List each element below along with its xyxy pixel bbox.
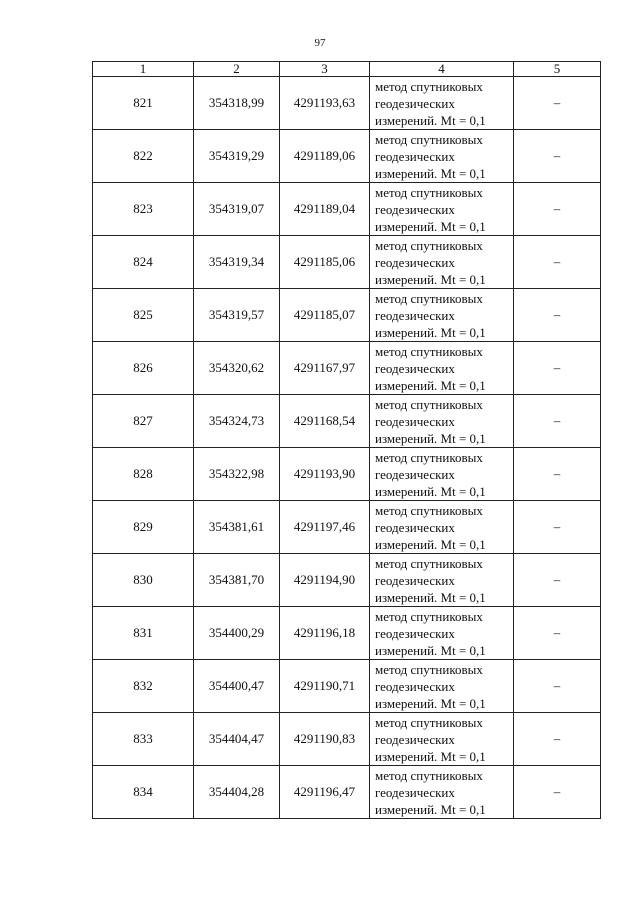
point-number-cell: 831 — [93, 607, 194, 660]
method-cell — [370, 501, 514, 554]
x-coordinate-cell: 354404,28 — [194, 766, 280, 819]
method-line: метод спутниковых — [375, 343, 483, 359]
note-cell: – — [514, 554, 601, 607]
note-cell: – — [514, 766, 601, 819]
point-number-cell: 825 — [93, 289, 194, 342]
point-number-cell: 834 — [93, 766, 194, 819]
method-line: метод спутниковых — [375, 714, 483, 730]
method-cell — [370, 236, 514, 289]
header-cell-1: 1 — [93, 62, 194, 77]
note-cell: – — [514, 713, 601, 766]
note-cell: – — [514, 501, 601, 554]
y-coordinate-cell: 4291193,63 — [280, 77, 370, 130]
header-cell-4: 4 — [370, 62, 514, 77]
method-line: геодезических — [375, 307, 455, 323]
method-line: измерений. Mt = 0,1 — [375, 483, 486, 499]
point-number-cell: 826 — [93, 342, 194, 395]
method-line: геодезических — [375, 413, 455, 429]
table-row — [93, 554, 601, 607]
point-number-cell: 824 — [93, 236, 194, 289]
method-cell — [370, 77, 514, 130]
method-line: геодезических — [375, 466, 455, 482]
method-line: измерений. Mt = 0,1 — [375, 430, 486, 446]
x-coordinate-cell: 354319,07 — [194, 183, 280, 236]
method-cell — [370, 289, 514, 342]
x-coordinate-cell: 354319,29 — [194, 130, 280, 183]
point-number-cell: 832 — [93, 660, 194, 713]
note-cell: – — [514, 660, 601, 713]
coordinates-table — [92, 61, 601, 819]
note-cell: – — [514, 236, 601, 289]
method-line: измерений. Mt = 0,1 — [375, 642, 486, 658]
table-row — [93, 448, 601, 501]
table-row — [93, 395, 601, 448]
table-row — [93, 607, 601, 660]
method-line: измерений. Mt = 0,1 — [375, 748, 486, 764]
page-number: 97 — [314, 37, 326, 49]
method-line: измерений. Mt = 0,1 — [375, 695, 486, 711]
x-coordinate-cell: 354320,62 — [194, 342, 280, 395]
table-row — [93, 342, 601, 395]
method-cell — [370, 448, 514, 501]
method-line: измерений. Mt = 0,1 — [375, 324, 486, 340]
method-cell — [370, 660, 514, 713]
method-cell — [370, 766, 514, 819]
method-line: геодезических — [375, 148, 455, 164]
method-line: метод спутниковых — [375, 237, 483, 253]
x-coordinate-cell: 354400,47 — [194, 660, 280, 713]
method-line: геодезических — [375, 360, 455, 376]
method-cell — [370, 554, 514, 607]
note-cell: – — [514, 183, 601, 236]
point-number-cell: 829 — [93, 501, 194, 554]
y-coordinate-cell: 4291185,06 — [280, 236, 370, 289]
note-cell: – — [514, 395, 601, 448]
x-coordinate-cell: 354319,34 — [194, 236, 280, 289]
x-coordinate-cell: 354400,29 — [194, 607, 280, 660]
method-cell — [370, 130, 514, 183]
method-line: измерений. Mt = 0,1 — [375, 801, 486, 817]
method-line: измерений. Mt = 0,1 — [375, 271, 486, 287]
note-cell: – — [514, 448, 601, 501]
header-cell-5: 5 — [514, 62, 601, 77]
method-line: метод спутниковых — [375, 608, 483, 624]
note-cell: – — [514, 342, 601, 395]
y-coordinate-cell: 4291189,04 — [280, 183, 370, 236]
table-row — [93, 236, 601, 289]
table-row — [93, 501, 601, 554]
y-coordinate-cell: 4291190,71 — [280, 660, 370, 713]
table-body — [93, 77, 601, 819]
note-cell: – — [514, 130, 601, 183]
method-line: метод спутниковых — [375, 131, 483, 147]
y-coordinate-cell: 4291196,18 — [280, 607, 370, 660]
x-coordinate-cell: 354319,57 — [194, 289, 280, 342]
method-line: измерений. Mt = 0,1 — [375, 165, 486, 181]
method-line: геодезических — [375, 625, 455, 641]
method-line: метод спутниковых — [375, 555, 483, 571]
method-line: метод спутниковых — [375, 502, 483, 518]
method-cell — [370, 395, 514, 448]
table-row — [93, 713, 601, 766]
method-line: геодезических — [375, 678, 455, 694]
method-line: метод спутниковых — [375, 396, 483, 412]
table-row — [93, 183, 601, 236]
point-number-cell: 821 — [93, 77, 194, 130]
method-line: метод спутниковых — [375, 767, 483, 783]
method-line: метод спутниковых — [375, 290, 483, 306]
note-cell: – — [514, 77, 601, 130]
method-cell — [370, 607, 514, 660]
y-coordinate-cell: 4291190,83 — [280, 713, 370, 766]
method-line: геодезических — [375, 201, 455, 217]
point-number-cell: 822 — [93, 130, 194, 183]
header-cell-2: 2 — [194, 62, 280, 77]
point-number-cell: 823 — [93, 183, 194, 236]
header-row — [93, 62, 601, 77]
method-line: геодезических — [375, 519, 455, 535]
method-line: метод спутниковых — [375, 184, 483, 200]
x-coordinate-cell: 354324,73 — [194, 395, 280, 448]
y-coordinate-cell: 4291189,06 — [280, 130, 370, 183]
point-number-cell: 830 — [93, 554, 194, 607]
y-coordinate-cell: 4291167,97 — [280, 342, 370, 395]
method-cell — [370, 342, 514, 395]
point-number-cell: 827 — [93, 395, 194, 448]
y-coordinate-cell: 4291185,07 — [280, 289, 370, 342]
x-coordinate-cell: 354322,98 — [194, 448, 280, 501]
method-line: метод спутниковых — [375, 78, 483, 94]
method-line: геодезических — [375, 784, 455, 800]
table-row — [93, 77, 601, 130]
method-line: измерений. Mt = 0,1 — [375, 536, 486, 552]
method-line: измерений. Mt = 0,1 — [375, 589, 486, 605]
table-row — [93, 766, 601, 819]
table-header — [93, 62, 601, 77]
x-coordinate-cell: 354404,47 — [194, 713, 280, 766]
method-line: измерений. Mt = 0,1 — [375, 218, 486, 234]
table-row — [93, 660, 601, 713]
point-number-cell: 828 — [93, 448, 194, 501]
method-line: метод спутниковых — [375, 661, 483, 677]
x-coordinate-cell: 354381,61 — [194, 501, 280, 554]
method-line: геодезических — [375, 572, 455, 588]
table-row — [93, 130, 601, 183]
y-coordinate-cell: 4291168,54 — [280, 395, 370, 448]
table-row — [93, 289, 601, 342]
x-coordinate-cell: 354381,70 — [194, 554, 280, 607]
y-coordinate-cell: 4291197,46 — [280, 501, 370, 554]
method-line: метод спутниковых — [375, 449, 483, 465]
note-cell: – — [514, 607, 601, 660]
method-cell — [370, 183, 514, 236]
y-coordinate-cell: 4291193,90 — [280, 448, 370, 501]
method-line: измерений. Mt = 0,1 — [375, 377, 486, 393]
x-coordinate-cell: 354318,99 — [194, 77, 280, 130]
header-cell-3: 3 — [280, 62, 370, 77]
method-cell — [370, 713, 514, 766]
point-number-cell: 833 — [93, 713, 194, 766]
y-coordinate-cell: 4291194,90 — [280, 554, 370, 607]
method-line: геодезических — [375, 254, 455, 270]
y-coordinate-cell: 4291196,47 — [280, 766, 370, 819]
method-line: измерений. Mt = 0,1 — [375, 112, 486, 128]
note-cell: – — [514, 289, 601, 342]
method-line: геодезических — [375, 95, 455, 111]
method-line: геодезических — [375, 731, 455, 747]
